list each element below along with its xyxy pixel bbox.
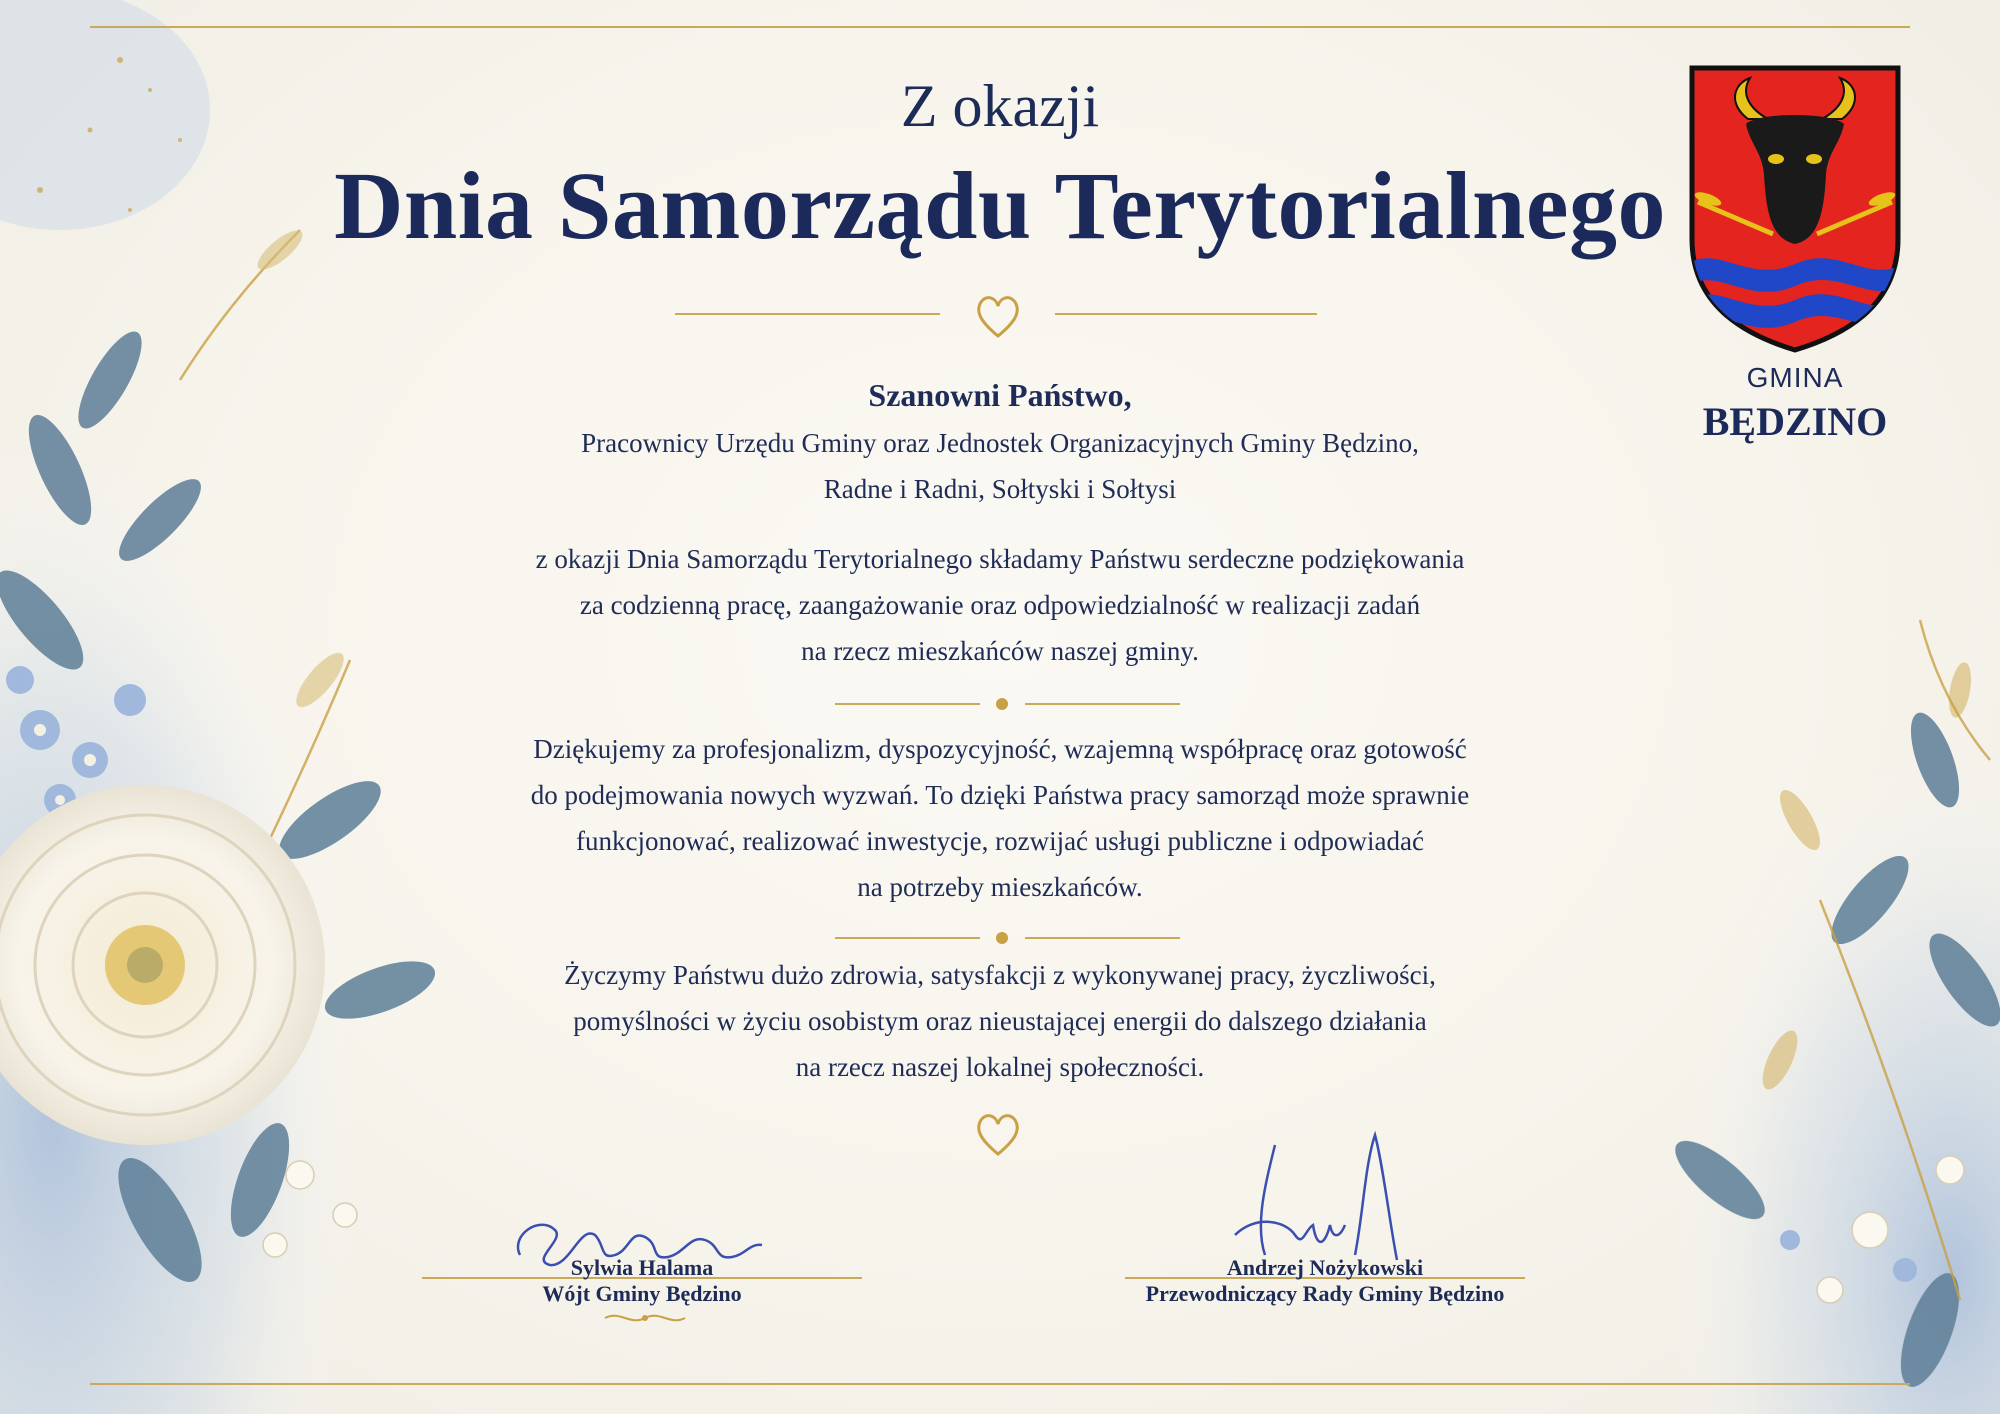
paragraph-line: pomyślności w życiu osobistym oraz nieustającej energii do dalszego działania — [573, 1006, 1427, 1036]
signatory-role: Przewodniczący Rady Gminy Będzino — [1145, 1281, 1505, 1306]
paragraph-line: na potrzeby mieszkańców. — [857, 872, 1143, 902]
signatory-name: Sylwia Halama — [570, 1255, 714, 1280]
heading-main: Dnia Samorządu Terytorialnego — [334, 152, 1666, 259]
paragraph-2 — [300, 726, 1700, 910]
paragraph-line: Życzymy Państwu dużo zdrowia, satysfakcji z wykonywanej pracy, życzliwości, — [564, 960, 1436, 990]
letter-salutation-block — [300, 370, 1700, 512]
signatory-name: Andrzej Nożykowski — [1226, 1255, 1424, 1280]
divider-right — [1055, 313, 1317, 315]
paragraph-line: Dziękujemy za profesjonalizm, dyspozycyjność, wzajemną współpracę oraz gotowość — [533, 734, 1467, 764]
signatory-role: Wójt Gminy Będzino — [542, 1281, 742, 1306]
addressee-line: Pracownicy Urzędu Gminy oraz Jednostek Organizacyjnych Gminy Będzino, — [581, 428, 1419, 458]
divider-left — [835, 703, 980, 705]
top-frame-line — [90, 26, 1910, 28]
gold-dot-icon — [996, 932, 1008, 944]
heart-icon — [973, 292, 1023, 340]
paragraph-line: do podejmowania nowych wyzwań. To dzięki Państwa pracy samorząd może sprawnie — [530, 780, 1470, 810]
ornament-icon — [600, 1308, 690, 1328]
divider-left — [835, 937, 980, 939]
gold-dot-icon — [996, 698, 1008, 710]
signature-block-przewodniczacy — [1090, 1255, 1560, 1307]
paragraph-line: z okazji Dnia Samorządu Terytorialnego składamy Państwu serdeczne podziękowania — [535, 544, 1465, 574]
paragraph-line: funkcjonować, realizować inwestycje, rozwijać usługi publiczne i odpowiadać — [576, 826, 1424, 856]
gmina-crest-icon — [1688, 64, 1902, 354]
emblem-name: BĘDZINO — [1702, 399, 1888, 444]
heading-small: Z okazji — [900, 73, 1100, 139]
paragraph-3 — [300, 952, 1700, 1090]
divider-right — [1025, 937, 1180, 939]
salutation: Szanowni Państwo, — [868, 377, 1132, 413]
emblem-label: GMINA — [1746, 362, 1844, 393]
divider-left — [675, 313, 940, 315]
signature-block-wojt — [422, 1255, 862, 1307]
divider-right — [1025, 703, 1180, 705]
heart-icon — [973, 1110, 1023, 1158]
paragraph-line: na rzecz mieszkańców naszej gminy. — [801, 636, 1199, 666]
paragraph-line: za codzienną pracę, zaangażowanie oraz odpowiedzialność w realizacji zadań — [579, 590, 1421, 620]
addressee-line: Radne i Radni, Sołtyski i Sołtysi — [823, 474, 1177, 504]
paragraph-1 — [300, 536, 1700, 674]
paragraph-line: na rzecz naszej lokalnej społeczności. — [795, 1052, 1205, 1082]
bottom-frame-line — [90, 1383, 1910, 1385]
signature-nozykowski-icon — [1225, 1125, 1405, 1275]
